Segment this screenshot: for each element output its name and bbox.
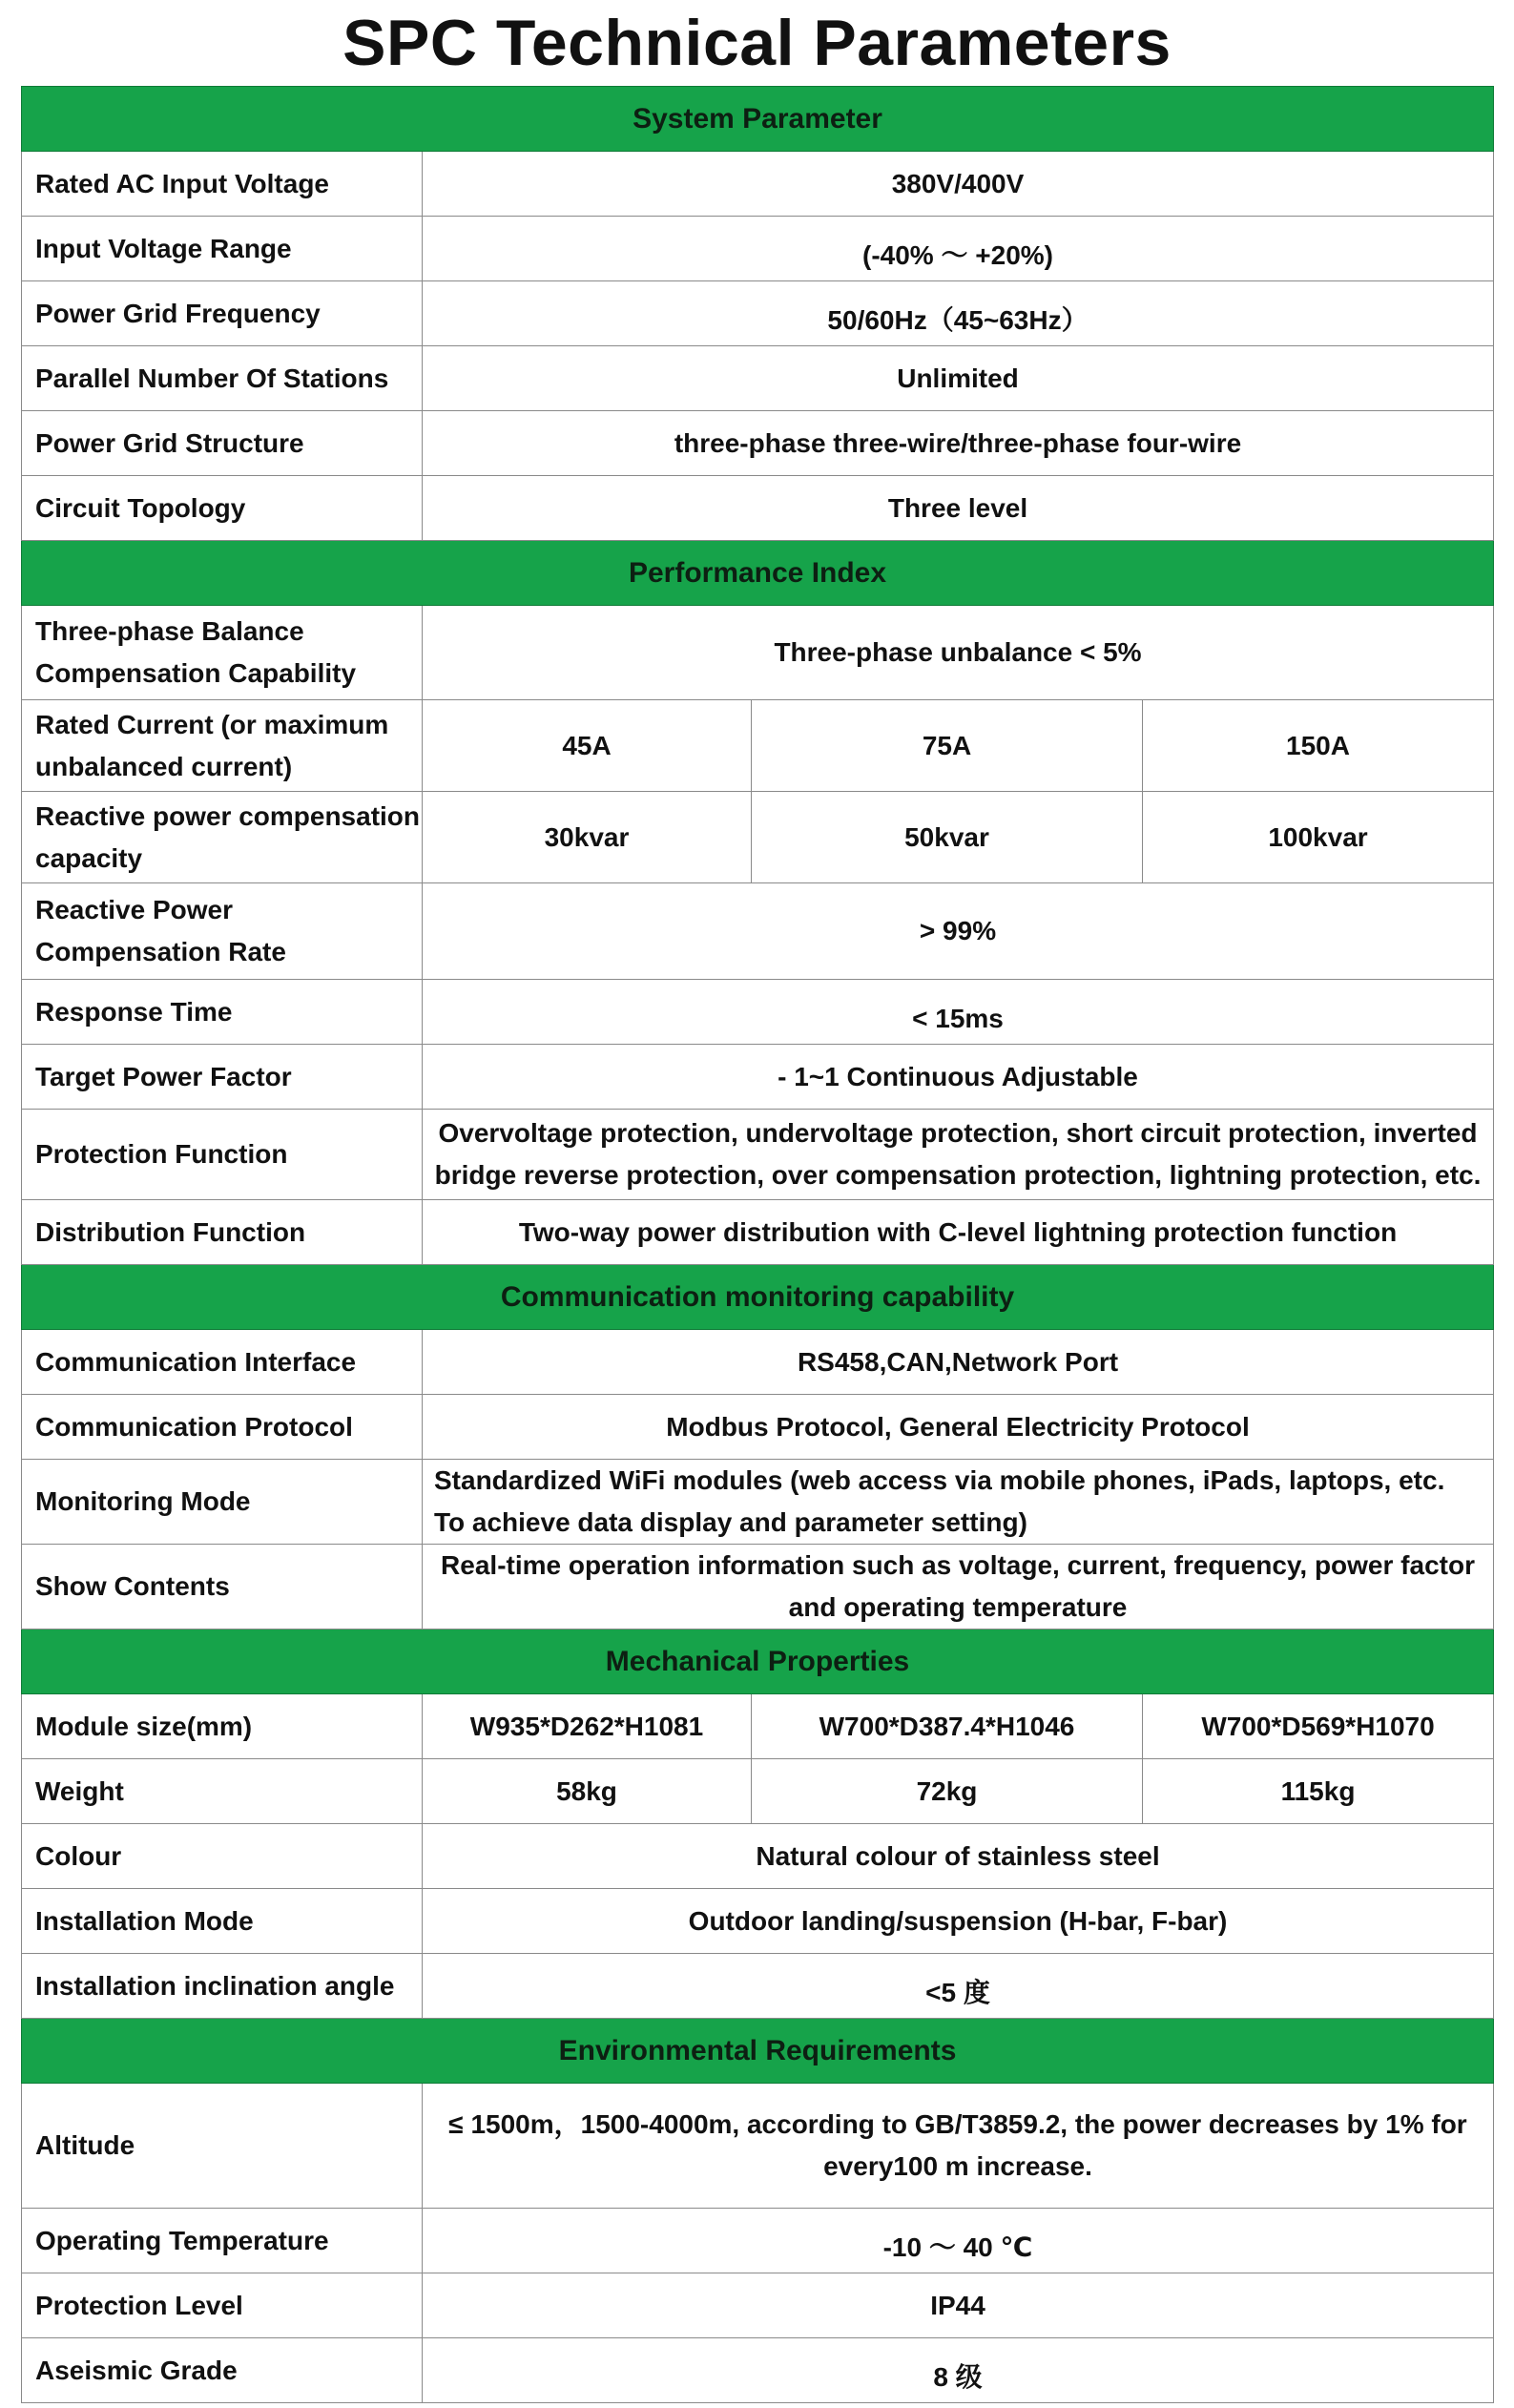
monitoring-line-1: Standardized WiFi modules (web access via mobile phones, iPads, laptops, etc. [434,1465,1445,1495]
row-value: > 99% [423,883,1494,980]
section-title-mechanical: Mechanical Properties [22,1630,1494,1694]
row-value: 75A [752,700,1143,792]
row-value: Two-way power distribution with C-level lightning protection function [423,1200,1494,1265]
row-value: W935*D262*H1081 [423,1694,752,1759]
table-row [22,2084,1494,2209]
table-row [22,476,1494,541]
row-value: Overvoltage protection, undervoltage protection, short circuit protection, inverted bridge reverse protection, over compensation protection, lightning protection, etc. [423,1110,1494,1200]
row-label: Module size(mm) [22,1694,423,1759]
row-label: Weight [22,1759,423,1824]
row-label: Protection Function [22,1110,423,1200]
row-value: W700*D569*H1070 [1143,1694,1494,1759]
table-row [22,1889,1494,1954]
row-label: Reactive power compensation capacity [22,792,423,883]
row-value: - 1~1 Continuous Adjustable [423,1045,1494,1110]
table-row [22,1200,1494,1265]
row-value: W700*D387.4*H1046 [752,1694,1143,1759]
row-label: Rated AC Input Voltage [22,152,423,217]
table-row [22,1694,1494,1759]
row-value: RS458,CAN,Network Port [423,1330,1494,1395]
table-row [22,2273,1494,2338]
row-label: Three-phase Balance Compensation Capability [22,606,423,700]
altitude-line-1: ≤ 1500m，1500-4000m, according to GB/T3859.2, the power decreases by 1% for [448,2109,1467,2139]
row-value [423,2084,1494,2209]
row-label: Monitoring Mode [22,1460,423,1545]
table-row [22,1954,1494,2019]
row-label: Input Voltage Range [22,217,423,281]
row-value: Real-time operation information such as voltage, current, frequency, power factor and operating temperature [423,1545,1494,1630]
table-row [22,606,1494,700]
table-row [22,1759,1494,1824]
section-title-communication: Communication monitoring capability [22,1265,1494,1330]
monitoring-line-2: To achieve data display and parameter setting) [434,1507,1027,1537]
parameters-table [21,86,1494,2403]
row-label: Parallel Number Of Stations [22,346,423,411]
table-row [22,792,1494,883]
row-label: Altitude [22,2084,423,2209]
row-value: 30kvar [423,792,752,883]
row-value: Unlimited [423,346,1494,411]
row-value: Modbus Protocol, General Electricity Protocol [423,1395,1494,1460]
table-row [22,2209,1494,2273]
table-row [22,281,1494,346]
row-value: Outdoor landing/suspension (H-bar, F-bar) [423,1889,1494,1954]
row-label: Rated Current (or maximum unbalanced current) [22,700,423,792]
row-label: Protection Level [22,2273,423,2338]
section-header-row [22,1265,1494,1330]
table-row [22,1545,1494,1630]
row-label: Circuit Topology [22,476,423,541]
table-row [22,980,1494,1045]
row-value: Three-phase unbalance < 5% [423,606,1494,700]
row-label: Power Grid Frequency [22,281,423,346]
section-header-row [22,87,1494,152]
table-row [22,346,1494,411]
row-label: Show Contents [22,1545,423,1630]
table-row [22,2338,1494,2403]
row-value: 45A [423,700,752,792]
row-label: Aseismic Grade [22,2338,423,2403]
table-row [22,1045,1494,1110]
row-value: -10 ～ 40 ℃ [423,2209,1494,2273]
table-row [22,1395,1494,1460]
row-label: Operating Temperature [22,2209,423,2273]
row-label: Installation Mode [22,1889,423,1954]
section-title-performance: Performance Index [22,541,1494,606]
table-row [22,411,1494,476]
row-value: 58kg [423,1759,752,1824]
table-row [22,883,1494,980]
table-row [22,217,1494,281]
row-label: Distribution Function [22,1200,423,1265]
row-label: Reactive Power Compensation Rate [22,883,423,980]
section-header-row [22,541,1494,606]
row-value: Three level [423,476,1494,541]
table-row [22,1824,1494,1889]
row-label: Power Grid Structure [22,411,423,476]
table-row [22,1110,1494,1200]
row-value: 50/60Hz（45~63Hz） [423,281,1494,346]
altitude-line-2: every100 m increase. [823,2151,1092,2181]
row-value: 115kg [1143,1759,1494,1824]
row-label: Communication Protocol [22,1395,423,1460]
row-value: IP44 [423,2273,1494,2338]
row-label: Target Power Factor [22,1045,423,1110]
row-value: (-40% ～ +20%) [423,217,1494,281]
row-value: 72kg [752,1759,1143,1824]
row-value: 8 级 [423,2338,1494,2403]
section-header-row [22,2019,1494,2084]
row-label: Communication Interface [22,1330,423,1395]
row-value: 50kvar [752,792,1143,883]
row-label: Colour [22,1824,423,1889]
section-title-system: System Parameter [22,87,1494,152]
row-value: Natural colour of stainless steel [423,1824,1494,1889]
row-value: < 15ms [423,980,1494,1045]
document-title: SPC Technical Parameters [342,7,1172,79]
section-title-environment: Environmental Requirements [22,2019,1494,2084]
row-value: <5 度 [423,1954,1494,2019]
table-row [22,700,1494,792]
row-value: 150A [1143,700,1494,792]
table-row [22,1330,1494,1395]
row-value: three-phase three-wire/three-phase four-wire [423,411,1494,476]
table-row [22,152,1494,217]
row-value [423,1460,1494,1545]
row-label: Response Time [22,980,423,1045]
table-row [22,1460,1494,1545]
section-header-row [22,1630,1494,1694]
row-label: Installation inclination angle [22,1954,423,2019]
row-value: 100kvar [1143,792,1494,883]
row-value: 380V/400V [423,152,1494,217]
